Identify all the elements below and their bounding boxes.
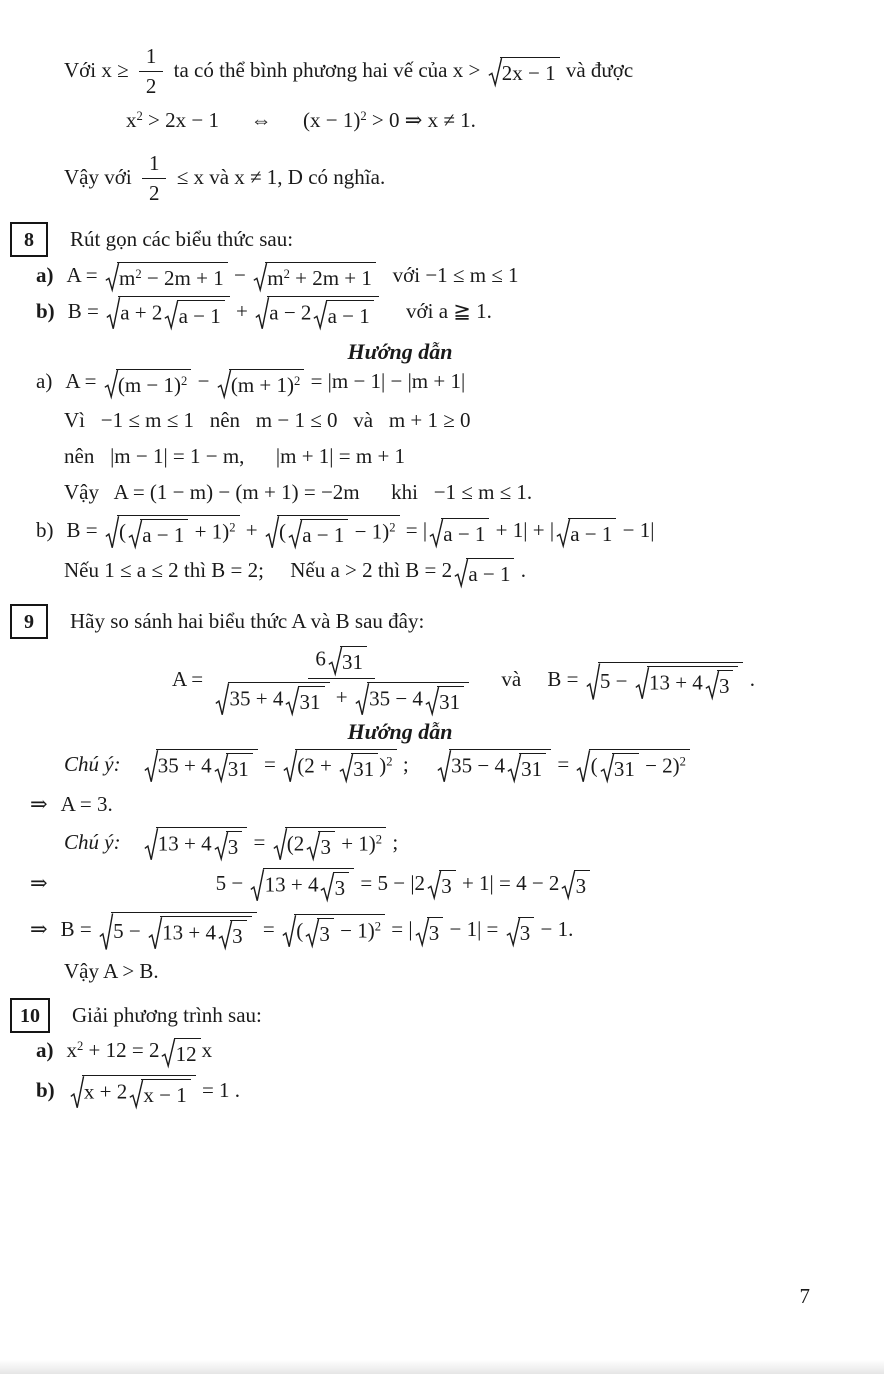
sqrt: 3: [705, 670, 734, 699]
content-line: [0, 1074, 864, 1110]
item-label: b): [36, 298, 55, 323]
solution-heading: Hướng dẫn: [347, 719, 453, 745]
radical-sign-icon: [586, 662, 600, 701]
item-label: ⇒: [30, 791, 48, 816]
radical-sign-icon: [339, 753, 353, 782]
radical-sign-icon: [415, 917, 429, 946]
radical-sign-icon: [429, 518, 443, 547]
math-text: nên |m − 1| = 1 − m, |m + 1| = m + 1: [64, 443, 406, 468]
radical-sign-icon: [282, 914, 296, 948]
radical-sign-icon: [273, 827, 287, 861]
radical-sign-icon: [105, 262, 119, 291]
math-text: Vậy A = (1 − m) − (m + 1) = −2m khi −1 ≤ m ≤ 1.: [64, 479, 533, 504]
sqrt: 3: [506, 917, 535, 946]
radical-sign-icon: [144, 827, 158, 861]
sqrt: ( a − 1 − 1)$^2$: [265, 515, 400, 549]
radical-sign-icon: [454, 558, 468, 587]
radical-sign-icon: [507, 753, 521, 782]
content-line: [0, 791, 864, 819]
math-text: Chú ý: 35 + 4 31 = (2 + 31 )$^2$ ; 35 − 4 31 = ( 31 − 2)$^2$: [64, 752, 691, 776]
problem-number: 8: [10, 222, 48, 257]
math-text: Vì −1 ≤ m ≤ 1 nên m − 1 ≤ 0 và m + 1 ≥ 0: [64, 408, 471, 433]
radical-sign-icon: [437, 749, 451, 783]
sqrt: 35 − 4 31: [355, 682, 469, 716]
sqrt: a − 1: [313, 300, 373, 329]
content-line: [0, 295, 864, 331]
sqrt: 13 + 4 3: [635, 666, 739, 700]
content-line: [0, 514, 864, 550]
math-text: B = ( a − 1 + 1)$^2$ + ( a − 1 − 1)$^2$ = | a − 1 + 1| + | a − 1 − 1|: [67, 518, 655, 542]
sqrt: 31: [425, 686, 464, 715]
content-line: [0, 867, 864, 903]
radical-sign-icon: [506, 917, 520, 946]
sqrt: 13 + 4 3: [148, 916, 252, 950]
radical-sign-icon: [99, 912, 113, 951]
problem-title: Giải phương trình sau:: [72, 1002, 262, 1027]
content-line: [0, 557, 864, 588]
radical-sign-icon: [288, 519, 302, 548]
math-text: Vậy A > B.: [64, 959, 159, 984]
radical-sign-icon: [217, 369, 231, 398]
sqrt: 13 + 4 3: [144, 827, 248, 861]
problem-number: 10: [10, 998, 50, 1033]
math-text: B = a + 2 a − 1 + a − 2 a − 1 với a ≧ 1.: [68, 299, 492, 323]
page-number: 7: [799, 1284, 810, 1308]
content-line: [0, 645, 864, 718]
sqrt: 3: [561, 870, 590, 899]
sqrt: a + 2 a − 1: [106, 296, 230, 330]
radical-sign-icon: [70, 1075, 84, 1109]
math-text: Chú ý: 13 + 4 3 = (2 3 + 1)$^2$ ;: [64, 830, 398, 854]
content-line: [0, 748, 864, 784]
radical-sign-icon: [218, 920, 232, 949]
sqrt: $(m - 1)^2$: [104, 369, 192, 398]
radical-sign-icon: [129, 1079, 143, 1108]
radical-sign-icon: [148, 916, 162, 950]
problem-header: [0, 604, 864, 639]
radical-sign-icon: [214, 831, 228, 860]
radical-sign-icon: [600, 753, 614, 782]
problem-number: 9: [10, 604, 48, 639]
content-line: [0, 958, 864, 986]
content-line: [0, 1037, 864, 1068]
sqrt: a − 1: [556, 518, 616, 547]
sqrt: 31: [339, 753, 378, 782]
page-content: [0, 44, 884, 1110]
sqrt: 31: [507, 753, 546, 782]
item-label: ⇒: [30, 870, 48, 895]
radical-sign-icon: [164, 300, 178, 329]
radical-sign-icon: [253, 262, 267, 291]
math-text: Nếu 1 ≤ a ≤ 2 thì B = 2; Nếu a > 2 thì B = 2 a − 1 .: [64, 558, 526, 586]
radical-sign-icon: [283, 749, 297, 783]
content-line: [0, 407, 864, 435]
fraction: $\frac{1}{2}$: [139, 44, 164, 99]
sqrt: (2 + 31 )$^2$: [283, 749, 396, 783]
scan-edge-shadow: [0, 1360, 884, 1374]
math-text: Vậy với $\frac{1}{2}$ ≤ x và x ≠ 1, D có nghĩa.: [64, 151, 386, 206]
sqrt: 5 − 13 + 4 3: [586, 662, 744, 701]
radical-sign-icon: [488, 57, 502, 86]
sqrt: 2x − 1: [488, 57, 560, 86]
radical-sign-icon: [705, 670, 719, 699]
radical-sign-icon: [576, 749, 590, 783]
radical-sign-icon: [106, 296, 120, 330]
sqrt: 3: [427, 870, 456, 899]
fraction: 6 31 35 + 4 31 + 35 − 4 31: [213, 645, 470, 718]
radical-sign-icon: [305, 918, 319, 947]
radical-sign-icon: [144, 749, 158, 783]
sqrt: 31: [214, 753, 253, 782]
radical-sign-icon: [425, 686, 439, 715]
radical-sign-icon: [255, 296, 269, 330]
fraction: $\frac{1}{2}$: [142, 151, 167, 206]
content-line: [0, 151, 864, 206]
radical-sign-icon: [556, 518, 570, 547]
sqrt: 5 − 13 + 4 3: [99, 912, 257, 951]
math-text: 5 − 13 + 4 3 = 5 − |2 3 + 1| = 4 − 2 3: [216, 871, 592, 895]
radical-sign-icon: [105, 515, 119, 549]
sqrt: 3: [320, 872, 349, 901]
radical-sign-icon: [265, 515, 279, 549]
radical-sign-icon: [313, 300, 327, 329]
sqrt: ( a − 1 + 1)$^2$: [105, 515, 240, 549]
math-text: B = 5 − 13 + 4 3 = ( 3 − 1)$^2$ = | 3 − 1| = 3 − 1.: [61, 917, 574, 941]
sqrt: 3: [218, 920, 247, 949]
sqrt: 35 + 4 31: [215, 682, 329, 716]
sqrt: a − 1: [164, 300, 224, 329]
radical-sign-icon: [285, 686, 299, 715]
math-text: $x^2 + 12 = 2$ 12 x: [66, 1038, 213, 1066]
problem-header: [0, 998, 864, 1033]
radical-sign-icon: [561, 870, 575, 899]
math-text: A = 6 31 35 + 4 31 + 35 − 4 31 và B = 5 − 13 + 4 3 .: [172, 667, 755, 691]
sqrt: (2 3 + 1)$^2$: [273, 827, 386, 861]
math-text: Với x ≥ $\frac{1}{2}$ ta có thể bình phương hai vế của x > 2x − 1 và được: [64, 44, 634, 99]
problem-title: Rút gọn các biểu thức sau:: [70, 227, 294, 252]
radical-sign-icon: [306, 831, 320, 860]
sqrt: a − 2 a − 1: [255, 296, 379, 330]
math-text: $x^2 > 2x - 1$ ⇔ $(x - 1)^2 > 0$ ⇒ x ≠ 1.: [126, 108, 476, 133]
problem-header: [0, 222, 864, 257]
sqrt: $m^2 + 2m + 1$: [253, 262, 376, 291]
radical-sign-icon: [214, 753, 228, 782]
sqrt: a − 1: [454, 558, 514, 587]
sqrt: 3: [415, 917, 444, 946]
sqrt: $m^2 - 2m + 1$: [105, 262, 228, 291]
problem-title: Hãy so sánh hai biểu thức A và B sau đây:: [70, 608, 425, 633]
radical-sign-icon: [320, 872, 334, 901]
sqrt: 3: [305, 918, 334, 947]
radical-sign-icon: [104, 369, 118, 398]
sqrt: 31: [328, 646, 367, 675]
radical-sign-icon: [128, 519, 142, 548]
sqrt: a − 1: [288, 519, 348, 548]
sqrt: 3: [214, 831, 243, 860]
radical-sign-icon: [635, 666, 649, 700]
content-line: [0, 826, 864, 862]
content-line: [0, 261, 864, 292]
math-text: A = 3.: [60, 791, 113, 816]
item-label: a): [36, 369, 53, 394]
content-line: [0, 911, 864, 952]
math-text: x + 2 x − 1 = 1 .: [68, 1078, 240, 1102]
content-line: [0, 443, 864, 471]
math-text: A = $(m - 1)^2$ − $(m + 1)^2$ = |m − 1| − |m + 1|: [65, 369, 466, 397]
sqrt: $(m + 1)^2$: [217, 369, 305, 398]
sqrt: x + 2 x − 1: [70, 1075, 196, 1109]
radical-sign-icon: [355, 682, 369, 716]
sqrt: a − 1: [429, 518, 489, 547]
sqrt: 31: [600, 753, 639, 782]
sqrt: ( 3 − 1)$^2$: [282, 914, 385, 948]
sqrt: ( 31 − 2)$^2$: [576, 749, 689, 783]
sqrt: x − 1: [129, 1079, 191, 1108]
content-line: [0, 368, 864, 399]
item-label: ⇒: [30, 917, 48, 942]
solution-heading: Hướng dẫn: [347, 338, 453, 364]
radical-sign-icon: [250, 868, 264, 902]
content-line: [0, 479, 864, 507]
item-label: b): [36, 518, 54, 543]
radical-sign-icon: [328, 646, 342, 675]
radical-sign-icon: [427, 870, 441, 899]
sqrt: 35 + 4 31: [144, 749, 258, 783]
content-line: [0, 44, 864, 99]
sqrt: 13 + 4 3: [250, 868, 354, 902]
item-label: b): [36, 1078, 55, 1103]
content-line: [0, 107, 864, 135]
sqrt: 31: [285, 686, 324, 715]
item-label: a): [36, 262, 54, 287]
radical-sign-icon: [161, 1038, 175, 1067]
sqrt: 12: [161, 1038, 200, 1067]
math-text: A = $m^2 - 2m + 1$ − $m^2 + 2m + 1$ với −1 ≤ m ≤ 1: [66, 262, 519, 291]
radical-sign-icon: [215, 682, 229, 716]
sqrt: 35 − 4 31: [437, 749, 551, 783]
sqrt: 3: [306, 831, 335, 860]
item-label: a): [36, 1038, 54, 1063]
sqrt: a − 1: [128, 519, 188, 548]
